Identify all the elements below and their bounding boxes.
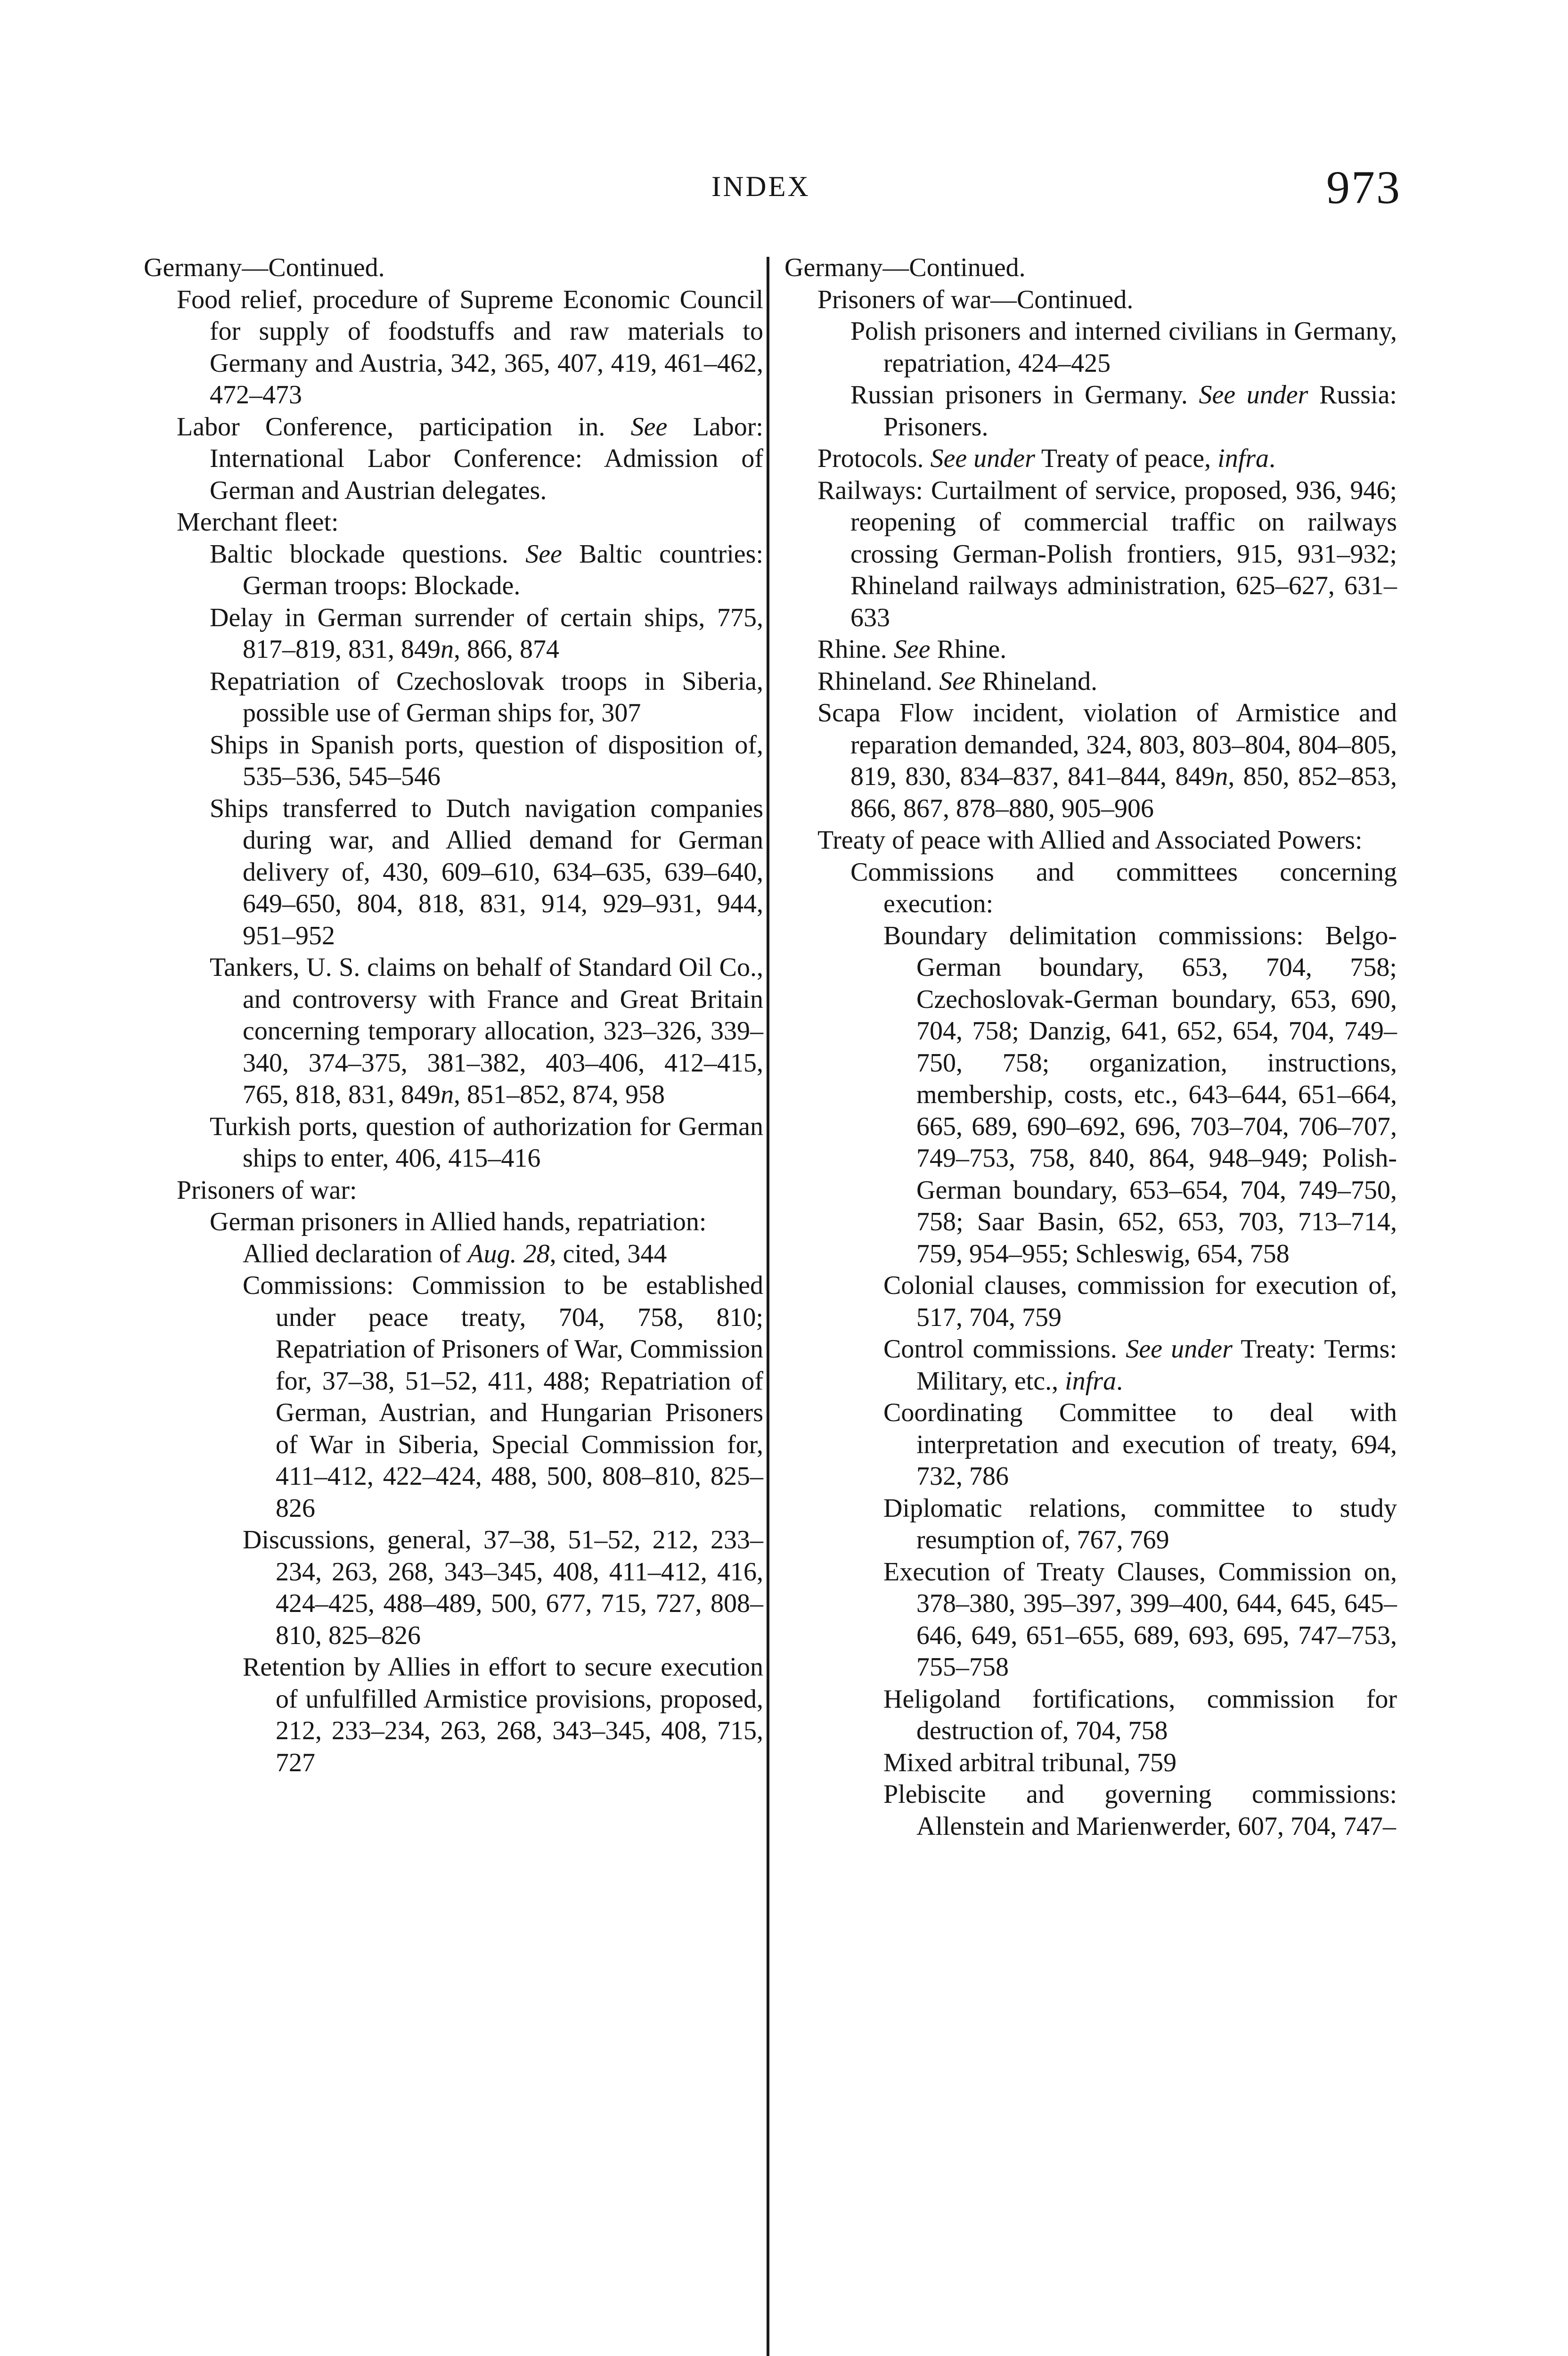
index-entry: Prisoners of war—Continued. [817, 285, 1134, 314]
index-entry: Protocols. See under Treaty of peace, infra. [817, 444, 1276, 473]
index-entry: Prisoners of war: [177, 1175, 357, 1205]
page-number: 973 [1326, 161, 1401, 213]
index-entry: Repatriation of Czechoslovak troops in Siberia, possible use of German ships for, 307 [210, 666, 763, 728]
index-entry: Merchant fleet: [177, 507, 339, 537]
index-entry: Heligoland fortifications, commission for destruction of, 704, 758 [883, 1684, 1397, 1745]
index-entry: Turkish ports, question of authorization for German ships to enter, 406, 415–416 [210, 1112, 763, 1173]
index-entry: Food relief, procedure of Supreme Economic Council for supply of foodstuffs and raw materials to Germany and Austria, 342, 365, 407, 419, 461–462, 472–473 [177, 285, 763, 409]
index-entry: Polish prisoners and interned civilians in Germany, repatriation, 424–425 [850, 317, 1397, 378]
index-column-left [144, 252, 763, 1779]
index-entry: Boundary delimitation commissions: Belgo-German boundary, 653, 704, 758; Czechoslovak-German boundary, 653, 690, 704, 758; Danzig, 641, 652, 654, 704, 749–750, 758; organization, instructions, membership, costs, etc., 643–644, 651–664, 665, 689, 690–692, 696, 703–704, 706–707, 749–753, 758, 840, 864, 948–949; Polish-German boundary, 653–654, 704, 749–750, 758; Saar Basin, 652, 653, 703, 713–714, 759, 954–955; Schleswig, 654, 758 [883, 921, 1397, 1268]
index-entry: Execution of Treaty Clauses, Commission on, 378–380, 395–397, 399–400, 644, 645, 645–646, 649, 651–655, 689, 693, 695, 747–753, 755–758 [883, 1557, 1397, 1682]
index-entry: Tankers, U. S. claims on behalf of Standard Oil Co., and controversy with France and Great Britain concerning temporary allocation, 323–326, 339–340, 374–375, 381–382, 403–406, 412–415, 765, 818, 831, 849n, 851–852, 874, 958 [210, 953, 763, 1109]
index-entry: Commissions and committees concerning execution: [850, 857, 1397, 918]
index-entry: Delay in German surrender of certain ships, 775, 817–819, 831, 849n, 866, 874 [210, 603, 763, 664]
index-entry: Labor Conference, participation in. See Labor: International Labor Conference: Admission of German and Austrian delegates. [177, 412, 763, 505]
index-entry: Control commissions. See under Treaty: Terms: Military, etc., infra. [883, 1334, 1397, 1396]
running-head: INDEX [711, 171, 810, 203]
index-entry: Scapa Flow incident, violation of Armistice and reparation demanded, 324, 803, 803–804, 804–805, 819, 830, 834–837, 841–844, 849n, 850, 852–853, 866, 867, 878–880, 905–906 [817, 698, 1397, 823]
index-entry: Coordinating Committee to deal with interpretation and execution of treaty, 694, 732, 786 [883, 1398, 1397, 1491]
index-column-right [784, 252, 1397, 1842]
index-entry: Baltic blockade questions. See Baltic countries: German troops: Blockade. [210, 539, 764, 600]
index-entry: Colonial clauses, commission for execution of, 517, 704, 759 [883, 1271, 1397, 1332]
index-entry: Retention by Allies in effort to secure execution of unfulfilled Armistice provisions, proposed, 212, 233–234, 263, 268, 343–345, 408, 715, 727 [243, 1652, 763, 1777]
index-entry: Plebiscite and governing commissions: Allenstein and Marienwerder, 607, 704, 747– [883, 1780, 1397, 1841]
index-entry: Commissions: Commission to be established under peace treaty, 704, 758, 810; Repatriation of Prisoners of War, Commission for, 37–38, 51–52, 411, 488; Repatriation of German, Austrian, and Hungarian Prisoners of War in Siberia, Special Commission for, 411–412, 422–424, 488, 500, 808–810, 825–826 [243, 1271, 763, 1523]
index-entry: Ships transferred to Dutch navigation companies during war, and Allied demand for German delivery of, 430, 609–610, 634–635, 639–640, 649–650, 804, 818, 831, 914, 929–931, 944, 951–952 [210, 794, 763, 950]
index-entry: Treaty of peace with Allied and Associated Powers: [817, 826, 1363, 855]
page-header [0, 0, 1568, 226]
index-entry: Railways: Curtailment of service, proposed, 936, 946; reopening of commercial traffic on railways crossing German-Polish frontiers, 915, 931–932; Rhineland railways administration, 625–627, 631–633 [817, 475, 1397, 632]
index-entry: German prisoners in Allied hands, repatriation: [210, 1207, 707, 1236]
index-entry: Discussions, general, 37–38, 51–52, 212, 233–234, 263, 268, 343–345, 408, 411–412, 416, 424–425, 488–489, 500, 677, 715, 727, 808–810, 825–826 [243, 1525, 763, 1650]
index-entry: Mixed arbitral tribunal, 759 [883, 1748, 1177, 1777]
index-entry: Allied declaration of Aug. 28, cited, 344 [243, 1239, 667, 1268]
column-divider [767, 257, 769, 2356]
index-entry: Diplomatic relations, committee to study resumption of, 767, 769 [883, 1493, 1397, 1554]
index-entry: Rhineland. See Rhineland. [817, 666, 1098, 696]
index-entry: Rhine. See Rhine. [817, 635, 1007, 664]
index-entry: Russian prisoners in Germany. See under Russia: Prisoners. [850, 380, 1397, 442]
index-entry: Germany—Continued. [144, 253, 385, 282]
index-entry: Germany—Continued. [784, 253, 1026, 282]
index-entry: Ships in Spanish ports, question of disposition of, 535–536, 545–546 [210, 730, 763, 791]
